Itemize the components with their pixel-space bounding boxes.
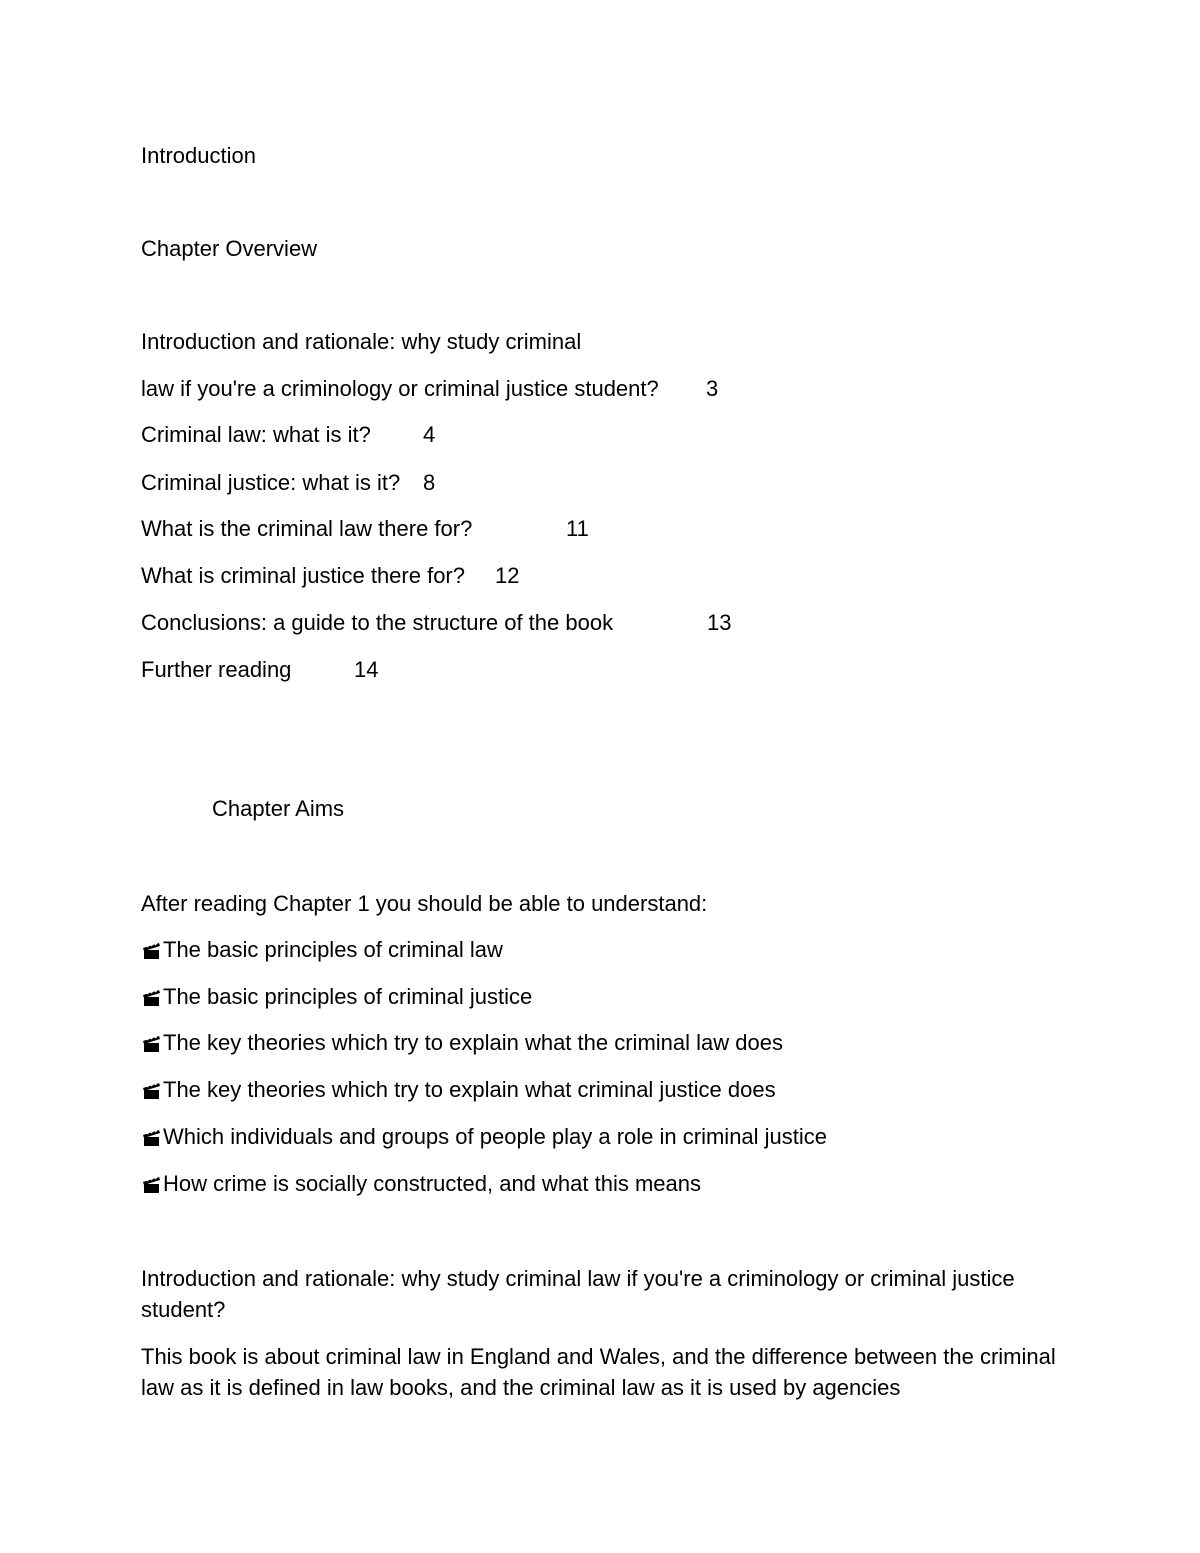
toc-entry-page: 3 xyxy=(706,376,719,401)
toc-entry xyxy=(141,422,436,448)
clapperboard-icon xyxy=(141,986,163,1008)
aims-item-text: The basic principles of criminal law xyxy=(163,937,503,962)
toc-entry-page: 4 xyxy=(423,422,436,447)
aims-list-item xyxy=(141,1124,827,1150)
toc-entry-text: What is the criminal law there for? xyxy=(141,516,473,541)
clapperboard-icon xyxy=(141,1079,163,1101)
aims-list-item xyxy=(141,937,503,963)
section-heading: Introduction and rationale: why study criminal law if you're a criminology or criminal justice student? xyxy=(141,1266,1015,1322)
toc-entry-text: law if you're a criminology or criminal justice student? xyxy=(141,376,659,401)
toc-entry-page: 12 xyxy=(495,563,520,588)
clapperboard-icon xyxy=(141,1126,163,1148)
clapperboard-icon xyxy=(141,939,163,961)
aims-item-text: The basic principles of criminal justice xyxy=(163,984,533,1009)
toc-entry xyxy=(141,470,436,496)
toc-entry-text: Conclusions: a guide to the structure of the book xyxy=(141,610,614,635)
toc-entry-text: Criminal law: what is it? xyxy=(141,422,371,447)
aims-item-text: The key theories which try to explain what the criminal law does xyxy=(163,1030,783,1055)
aims-list-item xyxy=(141,1171,701,1197)
toc-entry-text: What is criminal justice there for? xyxy=(141,563,465,588)
toc-entry-page: 11 xyxy=(566,516,589,541)
aims-list-item xyxy=(141,1030,783,1056)
aims-lead: After reading Chapter 1 you should be able to understand: xyxy=(141,891,708,916)
aims-item-text: How crime is socially constructed, and what this means xyxy=(163,1171,701,1196)
aims-item-text: Which individuals and groups of people play a role in criminal justice xyxy=(163,1124,828,1149)
aims-list-item xyxy=(141,984,532,1010)
clapperboard-icon xyxy=(141,1032,163,1054)
toc-entry-page: 13 xyxy=(707,610,732,635)
overview-intro-line: Introduction and rationale: why study criminal xyxy=(141,329,582,354)
toc-entry xyxy=(141,563,520,589)
toc-entry xyxy=(141,376,719,402)
section-body: This book is about criminal law in England and Wales, and the difference between the criminal law as it is defined in law books, and the criminal law as it is used by agencies xyxy=(141,1344,1056,1400)
toc-entry xyxy=(141,657,379,683)
toc-entry-text: Further reading xyxy=(141,657,292,682)
toc-entry xyxy=(141,516,589,542)
toc-entry-page: 14 xyxy=(354,657,379,682)
aims-item-text: The key theories which try to explain what criminal justice does xyxy=(163,1077,776,1102)
overview-title: Chapter Overview xyxy=(141,236,318,261)
aims-list-item xyxy=(141,1077,776,1103)
aims-title: Chapter Aims xyxy=(212,796,345,821)
toc-entry-page: 8 xyxy=(423,470,436,495)
document-heading: Introduction xyxy=(141,143,256,168)
toc-entry-text: Criminal justice: what is it? xyxy=(141,470,401,495)
toc-entry xyxy=(141,610,732,636)
clapperboard-icon xyxy=(141,1173,163,1195)
